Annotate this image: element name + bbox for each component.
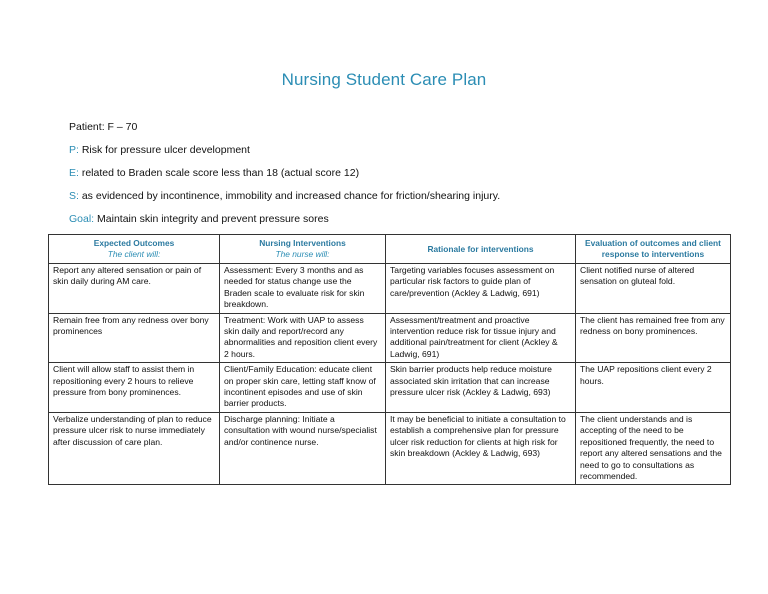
- table-cell: Client notified nurse of altered sensation on gluteal fold.: [576, 264, 731, 314]
- header-expected-outcomes: Expected Outcomes The client will:: [49, 235, 220, 264]
- table-cell: Discharge planning: Initiate a consultation with wound nurse/specialist and/or continence nurse.: [220, 412, 386, 484]
- etiology-line: [69, 166, 359, 180]
- care-plan-table: [48, 234, 731, 485]
- problem-label: P:: [69, 144, 79, 156]
- table-cell: The client has remained free from any redness on bony prominences.: [576, 313, 731, 363]
- table-cell: Skin barrier products help reduce moisture associated skin irritation that can increase pressure ulcer risk (Ackley & Ladwig, 693): [386, 363, 576, 413]
- table-cell: Assessment/treatment and proactive intervention reduce risk for tissue injury and additional pain/treatment for client (Ackley & Ladwig, 691): [386, 313, 576, 363]
- etiology-text: related to Braden scale score less than 18 (actual score 12): [81, 167, 360, 179]
- goal-text: Maintain skin integrity and prevent pressure sores: [97, 213, 329, 225]
- symptoms-text: as evidenced by incontinence, immobility and increased chance for friction/shearing injury.: [81, 190, 501, 202]
- table-cell: Verbalize understanding of plan to reduce pressure ulcer risk to nurse immediately after discussion of care plan.: [49, 412, 220, 484]
- goal-line: [69, 212, 329, 226]
- goal-label: Goal:: [69, 213, 95, 225]
- problem-line: [69, 143, 250, 157]
- header-sub: The client will:: [107, 249, 161, 259]
- header-rationale: Rationale for interventions: [386, 235, 576, 264]
- table-cell: Assessment: Every 3 months and as needed for status change use the Braden scale to evaluate risk for skin breakdown.: [220, 264, 386, 314]
- table-cell: Targeting variables focuses assessment on particular risk factors to guide plan of care/prevention (Ackley & Ladwig, 691): [386, 264, 576, 314]
- table-cell: Report any altered sensation or pain of skin daily during AM care.: [49, 264, 220, 314]
- table-cell: Client/Family Education: educate client on proper skin care, letting staff know of incontinent episodes and use of skin barrier products.: [220, 363, 386, 413]
- table-row: [49, 313, 731, 363]
- table-row: [49, 363, 731, 413]
- symptoms-line: [69, 189, 500, 203]
- table-header-row: [49, 235, 731, 264]
- table-row: [49, 412, 731, 484]
- header-sub: The nurse will:: [275, 249, 330, 259]
- table-row: [49, 264, 731, 314]
- page-title: Nursing Student Care Plan: [281, 70, 487, 89]
- table-cell: It may be beneficial to initiate a consultation to establish a comprehensive plan for pressure ulcer risk reduction for clients at high risk for skin breakdown (Ackley & Ladwig, 693): [386, 412, 576, 484]
- etiology-label: E:: [69, 167, 79, 179]
- table-cell: The client understands and is accepting of the need to be repositioned frequently, the need to report any altered sensations and the need to go to consultations as recommended.: [576, 412, 731, 484]
- problem-text: Risk for pressure ulcer development: [81, 144, 250, 156]
- symptoms-label: S:: [69, 190, 79, 202]
- header-nursing-interventions: Nursing Interventions The nurse will:: [220, 235, 386, 264]
- table-cell: Treatment: Work with UAP to assess skin daily and report/record any abnormalities and reposition client every 2 hours.: [220, 313, 386, 363]
- header-evaluation: Evaluation of outcomes and client response to interventions: [576, 235, 731, 264]
- table-cell: The UAP repositions client every 2 hours.: [576, 363, 731, 413]
- patient-info: Patient: F – 70: [69, 121, 138, 133]
- table-cell: Client will allow staff to assist them in repositioning every 2 hours to relieve pressure from bony prominences.: [49, 363, 220, 413]
- table-cell: Remain free from any redness over bony prominences: [49, 313, 220, 363]
